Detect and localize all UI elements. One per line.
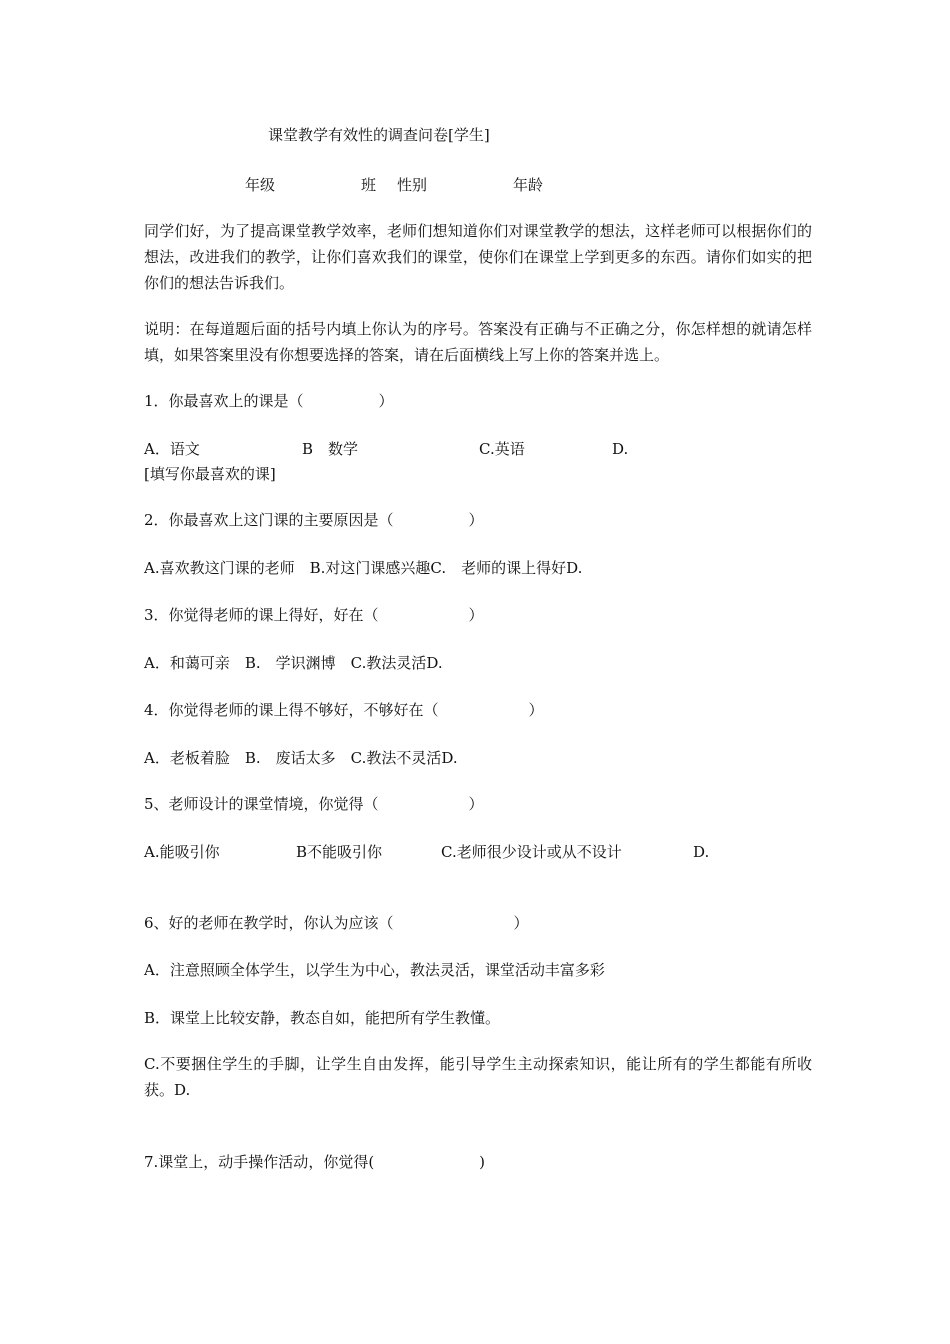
q1-option-a: A．语文 — [144, 440, 200, 458]
intro-paragraph: 同学们好，为了提高课堂教学效率，老师们想知道你们对课堂教学的想法，这样老师可以根据你们的想法，改进我们的教学，让你们喜欢我们的课堂，使你们在课堂上学到更多的东西。请你们如实的把你们的想法告诉我们。 — [144, 222, 812, 292]
q5-option-b: B不能吸引你 — [296, 843, 383, 861]
q1-option-b: B 数学 — [302, 440, 359, 458]
question-3: 3．你觉得老师的课上得好，好在（ ） — [144, 606, 484, 624]
q4-options: A．老板着脸 B. 废话太多 C.教法不灵活D. — [144, 749, 458, 767]
gender-label: 性别 — [397, 176, 428, 194]
class-label: 班 — [361, 176, 377, 194]
age-label: 年龄 — [513, 176, 544, 194]
question-4: 4．你觉得老师的课上得不够好，不够好在（ ） — [144, 701, 544, 719]
grade-label: 年级 — [245, 176, 276, 194]
q6-option-b: B．课堂上比较安静，教态自如，能把所有学生教懂。 — [144, 1009, 501, 1027]
question-2: 2．你最喜欢上这门课的主要原因是（ ） — [144, 511, 484, 529]
document-title: 课堂教学有效性的调查问卷[学生] — [268, 126, 490, 144]
question-1: 1．你最喜欢上的课是（ ） — [144, 392, 394, 410]
q1-fill-in-hint: [填写你最喜欢的课] — [144, 465, 276, 483]
instructions-paragraph: 说明：在每道题后面的括号内填上你认为的序号。答案没有正确与不正确之分，你怎样想的就请怎样填，如果答案里没有你想要选择的答案，请在后面横线上写上你的答案并选上。 — [144, 320, 812, 364]
question-6: 6、好的老师在教学时，你认为应该（ ） — [144, 914, 529, 932]
question-5: 5、老师设计的课堂情境，你觉得（ ） — [144, 795, 484, 813]
q1-option-c: C.英语 — [479, 440, 525, 458]
question-7: 7.课堂上，动手操作活动，你觉得( ) — [144, 1153, 486, 1171]
q6-option-c: C.不要捆住学生的手脚，让学生自由发挥，能引导学生主动探索知识，能让所有的学生都能有所收获。D. — [144, 1055, 812, 1099]
q5-option-a: A.能吸引你 — [144, 843, 220, 861]
q1-option-d: D. — [612, 440, 629, 458]
q3-options: A．和蔼可亲 B. 学识渊博 C.教法灵活D. — [144, 654, 443, 672]
q5-option-d: D. — [693, 843, 710, 861]
q2-options: A.喜欢教这门课的老师 B.对这门课感兴趣C. 老师的课上得好D. — [144, 559, 583, 577]
q5-option-c: C.老师很少设计或从不设计 — [441, 843, 622, 861]
q6-option-a: A．注意照顾全体学生，以学生为中心，教法灵活，课堂活动丰富多彩 — [144, 961, 605, 979]
